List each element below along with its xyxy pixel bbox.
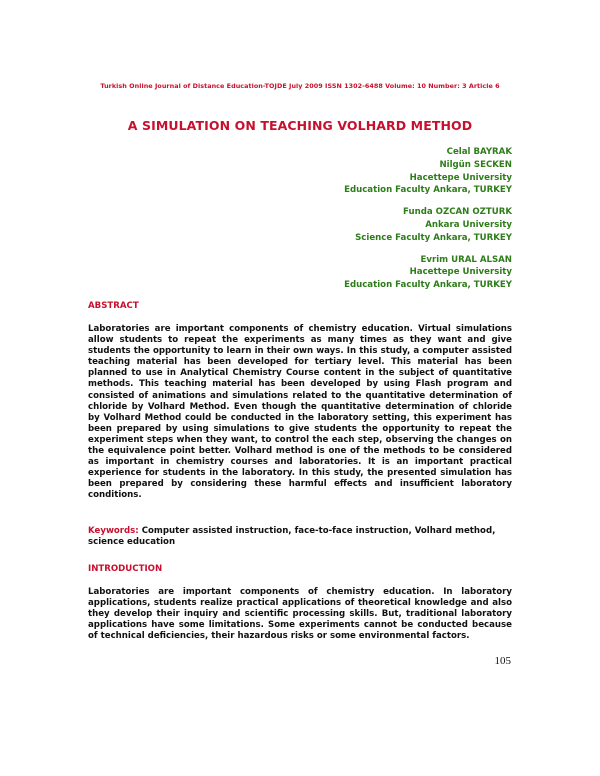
author-block-2 — [192, 206, 512, 244]
author-block-3 — [192, 254, 512, 292]
introduction-heading: INTRODUCTION — [88, 564, 163, 574]
author-affiliation: Hacettepe University — [409, 267, 512, 278]
author-location: Education Faculty Ankara, TURKEY — [344, 280, 512, 291]
author-name: Evrim URAL ALSAN — [420, 254, 512, 265]
keywords-label: Keywords: — [88, 526, 139, 536]
author-list — [192, 146, 512, 301]
author-name: Celal BAYRAK — [446, 147, 512, 157]
abstract-heading: ABSTRACT — [88, 301, 139, 311]
author-location: Education Faculty Ankara, TURKEY — [344, 185, 512, 196]
running-header: Turkish Online Journal of Distance Education-TOJDE July 2009 ISSN 1302-6488 Volume: 10 Number: 3 Article 6 — [100, 82, 500, 90]
author-affiliation: Hacettepe University — [409, 172, 512, 183]
page-number: 105 — [494, 655, 511, 667]
author-name: Funda OZCAN OZTURK — [403, 207, 512, 218]
paper-title: A SIMULATION ON TEACHING VOLHARD METHOD — [127, 118, 473, 133]
author-block-1 — [192, 146, 512, 197]
keywords-line — [88, 526, 512, 548]
author-location: Science Faculty Ankara, TURKEY — [355, 232, 512, 243]
introduction-text: Laboratories are important components of chemistry education. In laboratory applications, students realize practical applications of theoretical knowledge and also they develop their inquiry and scientific processing skills. But, traditional laboratory applications have some limitations. Some experiments cannot be conducted because of technical deficiencies, their hazardous risks or some environmental factors. — [88, 587, 512, 642]
keywords-text: Computer assisted instruction, face-to-face instruction, Volhard method, science education — [88, 526, 496, 548]
author-name: Nilgün SECKEN — [439, 159, 512, 170]
abstract-text: Laboratories are important components of chemistry education. Virtual simulations allow students to repeat the experiments as many times as they want and give students the opportunity to learn in their own ways. In this study, a computer assisted teaching material has been developed for tertiary level. This material has been planned to use in Analytical Chemistry Course content in the subject of quantitative methods. This teaching material has been developed by using Flash program and consisted of animations and simulations related to the quantitative determination of chloride by Volhard Method. Even though the quantitative determination of chloride by Volhard Method could be conducted in the laboratory setting, this experiment has been prepared by using simulations to give students the opportunity to repeat the experiment steps when they want, to control the each step, observing the changes on the equivalence point better. Volhard method is one of the methods to be considered as important in chemistry courses and laboratories. It is an important practical experience for students in the laboratory. In this study, the presented simulation has been prepared by considering these harmful effects and insufficient laboratory conditions. — [88, 324, 512, 501]
author-affiliation: Ankara University — [425, 219, 512, 230]
